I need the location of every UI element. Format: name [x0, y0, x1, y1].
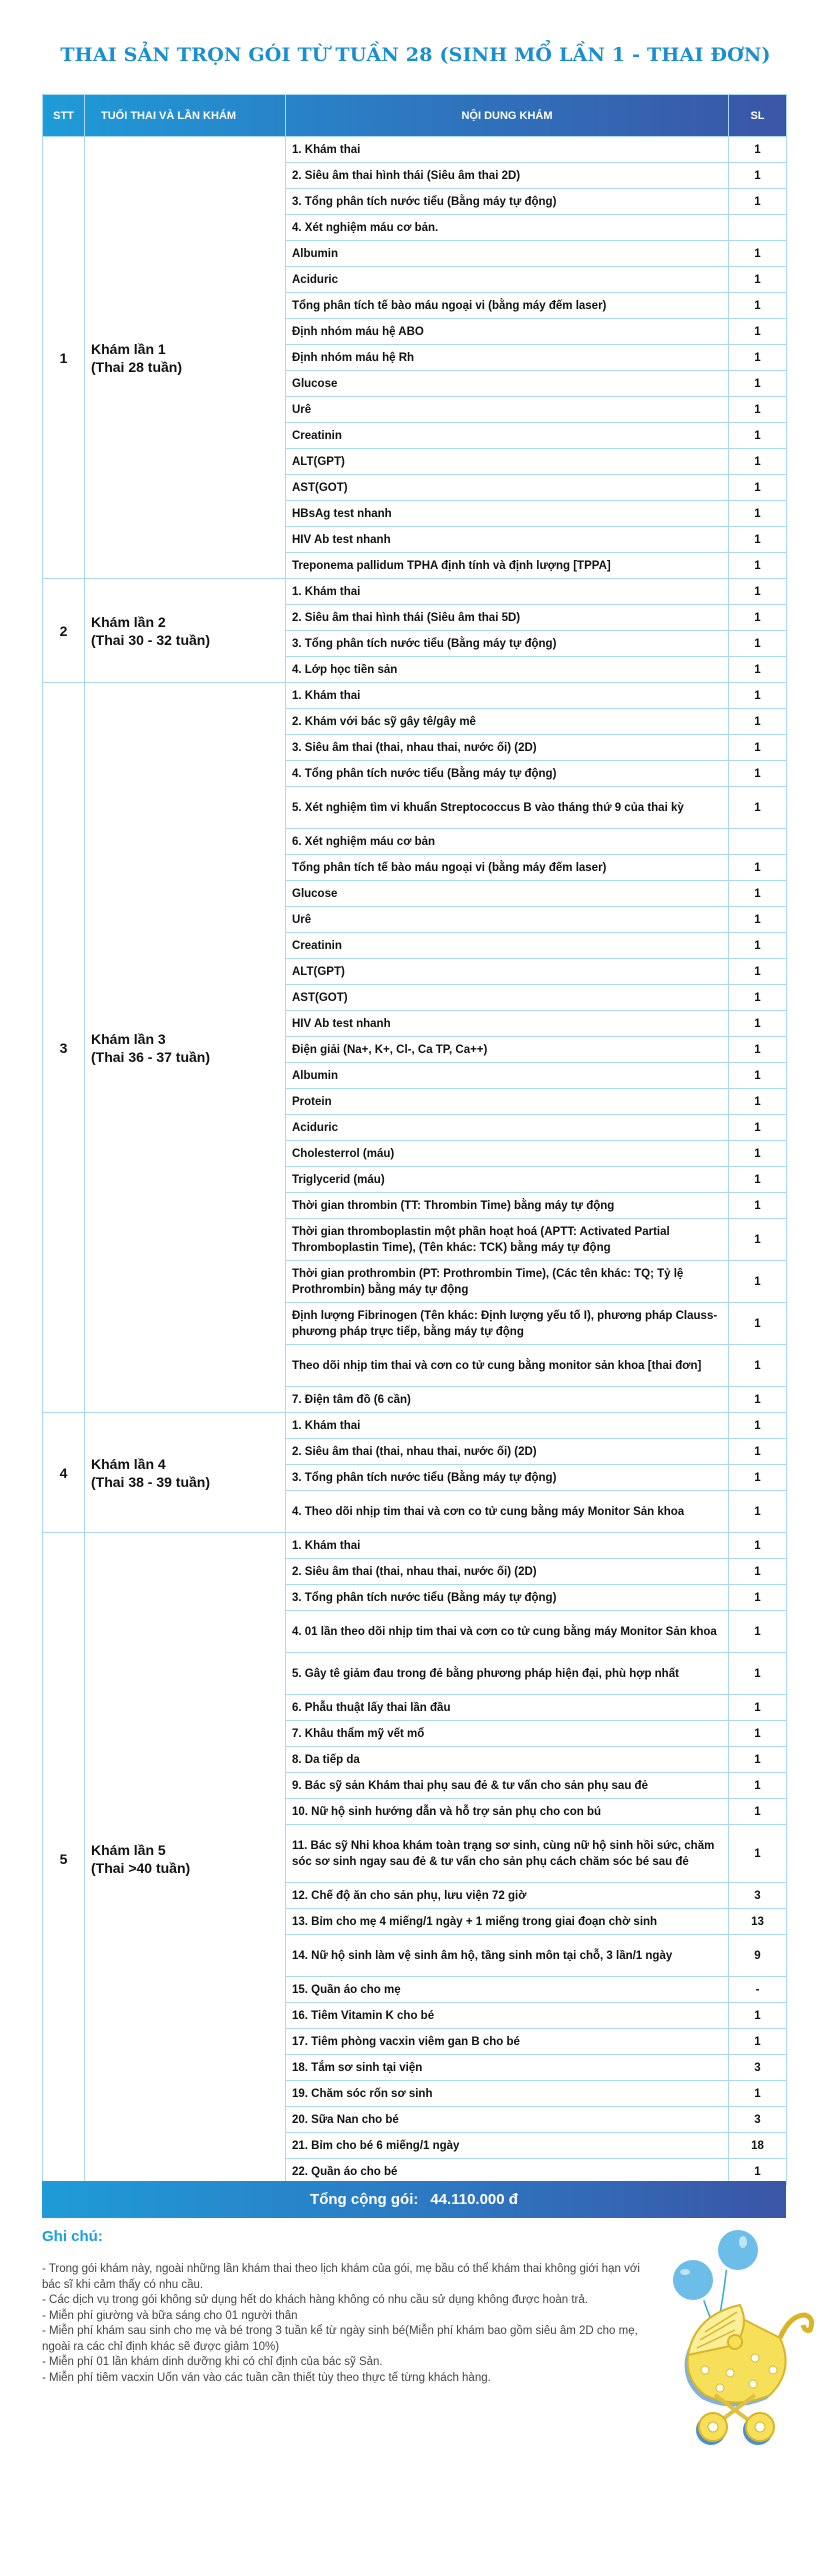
exam-quantity: 1 [729, 423, 787, 449]
exam-quantity: 1 [729, 1799, 787, 1825]
total-label: Tổng cộng gói: [310, 2191, 419, 2208]
exam-content: Albumin [286, 1063, 729, 1089]
exam-content: 7. Điện tâm đồ (6 cần) [286, 1387, 729, 1413]
exam-quantity: 1 [729, 1345, 787, 1387]
exam-quantity: 1 [729, 2029, 787, 2055]
exam-quantity: 1 [729, 1439, 787, 1465]
visit-number: 5 [43, 1533, 85, 2185]
exam-content: Theo dõi nhịp tim thai và cơn co tử cung bằng monitor sản khoa [thai đơn] [286, 1345, 729, 1387]
package-table [42, 94, 787, 2185]
exam-quantity: 1 [729, 1115, 787, 1141]
exam-content: Treponema pallidum TPHA định tính và định lượng [TPPA] [286, 553, 729, 579]
exam-content: 4. 01 lần theo dõi nhịp tim thai và cơn co tử cung bằng máy Monitor Sản khoa [286, 1611, 729, 1653]
exam-content: 21. Bỉm cho bé 6 miếng/1 ngày [286, 2133, 729, 2159]
exam-content: 6. Xét nghiệm máu cơ bản [286, 829, 729, 855]
exam-quantity: 1 [729, 657, 787, 683]
exam-quantity: 1 [729, 631, 787, 657]
visit-number: 4 [43, 1413, 85, 1533]
visit-label: Khám lần 1 [91, 340, 166, 357]
total-row [42, 2181, 786, 2218]
exam-quantity: 18 [729, 2133, 787, 2159]
exam-quantity: 1 [729, 1747, 787, 1773]
exam-quantity: 13 [729, 1909, 787, 1935]
table-body [43, 137, 787, 2185]
exam-content: Thời gian thromboplastin một phần hoạt hoá (APTT: Activated Partial Thromboplastin Time), (Tên khác: TCK) bằng máy tự động [286, 1219, 729, 1261]
exam-quantity: 1 [729, 553, 787, 579]
exam-quantity: 1 [729, 1303, 787, 1345]
visit-cell [85, 1413, 286, 1533]
exam-quantity: 1 [729, 1585, 787, 1611]
exam-quantity: 1 [729, 345, 787, 371]
exam-content: Thời gian prothrombin (PT: Prothrombin Time), (Các tên khác: TQ; Tỷ lệ Prothrombin) bằng máy tự động [286, 1261, 729, 1303]
exam-quantity: 1 [729, 605, 787, 631]
note-item: - Miễn phí khám sau sinh cho mẹ và bé trong 3 tuần kể từ ngày sinh bé(Miễn phí khám bao gồm siêu âm 2D cho mẹ, ngoài ra các chỉ định khác sẽ được giảm 10%) [42, 2325, 638, 2353]
note-item: - Các dịch vụ trong gói không sử dụng hết do khách hàng không có nhu cầu sử dụng không được hoàn trả. [42, 2294, 588, 2306]
exam-content: 2. Siêu âm thai (thai, nhau thai, nước ối) (2D) [286, 1559, 729, 1585]
exam-content: 2. Siêu âm thai hình thái (Siêu âm thai 5D) [286, 605, 729, 631]
exam-content: 17. Tiêm phòng vacxin viêm gan B cho bé [286, 2029, 729, 2055]
table-row [43, 683, 787, 709]
exam-content: ALT(GPT) [286, 959, 729, 985]
exam-quantity: 1 [729, 137, 787, 163]
exam-content: 10. Nữ hộ sinh hướng dẫn và hỗ trợ sản phụ cho con bú [286, 1799, 729, 1825]
exam-quantity: 1 [729, 709, 787, 735]
exam-quantity: 9 [729, 1935, 787, 1977]
table-row [43, 1533, 787, 1559]
exam-content: Urê [286, 907, 729, 933]
note-item: - Trong gói khám này, ngoài những lần khám thai theo lịch khám của gói, mẹ bầu có thể khám thai không giới hạn với bác sĩ khi cảm thấy có nhu cầu. [42, 2263, 640, 2291]
exam-content: HIV Ab test nhanh [286, 527, 729, 553]
exam-quantity: 1 [729, 1721, 787, 1747]
exam-quantity: 1 [729, 371, 787, 397]
exam-content: Triglycerid (máu) [286, 1167, 729, 1193]
exam-quantity: 1 [729, 501, 787, 527]
exam-quantity: 1 [729, 2081, 787, 2107]
exam-content: 2. Siêu âm thai hình thái (Siêu âm thai 2D) [286, 163, 729, 189]
visit-week: (Thai >40 tuần) [91, 1859, 191, 1876]
exam-quantity: 1 [729, 1491, 787, 1533]
total-value: 44.110.000 đ [430, 2191, 518, 2208]
exam-quantity: 1 [729, 1011, 787, 1037]
exam-content: 9. Bác sỹ sản Khám thai phụ sau đẻ & tư vấn cho sản phụ sau đẻ [286, 1773, 729, 1799]
notes-title: Ghi chú: [42, 2228, 103, 2245]
visit-label: Khám lần 2 [91, 613, 166, 630]
exam-quantity: 1 [729, 683, 787, 709]
visit-number: 3 [43, 683, 85, 1413]
exam-quantity: 1 [729, 855, 787, 881]
exam-quantity: 1 [729, 959, 787, 985]
exam-content: 13. Bỉm cho mẹ 4 miếng/1 ngày + 1 miếng trong giai đoạn chờ sinh [286, 1909, 729, 1935]
exam-content: 11. Bác sỹ Nhi khoa khám toàn trạng sơ sinh, cùng nữ hộ sinh hồi sức, chăm sóc sơ sinh ngay sau đẻ & tư vấn cho sản phụ cách chăm sóc bé sau đẻ [286, 1825, 729, 1883]
exam-content: Tổng phân tích tế bào máu ngoại vi (bằng máy đếm laser) [286, 293, 729, 319]
exam-quantity: 1 [729, 1219, 787, 1261]
exam-content: Creatinin [286, 933, 729, 959]
exam-quantity: 1 [729, 189, 787, 215]
visit-cell [85, 1533, 286, 2185]
exam-content: 15. Quần áo cho mẹ [286, 1977, 729, 2003]
exam-quantity: 1 [729, 881, 787, 907]
exam-quantity: 1 [729, 1559, 787, 1585]
exam-quantity: 1 [729, 1167, 787, 1193]
visit-week: (Thai 38 - 39 tuần) [91, 1473, 211, 1490]
visit-label: Khám lần 5 [91, 1841, 166, 1858]
exam-content: AST(GOT) [286, 985, 729, 1011]
exam-quantity: 1 [729, 787, 787, 829]
exam-content: 1. Khám thai [286, 683, 729, 709]
exam-content: 12. Chế độ ăn cho sản phụ, lưu viện 72 giờ [286, 1883, 729, 1909]
visit-week: (Thai 30 - 32 tuần) [91, 631, 211, 648]
exam-content: 18. Tắm sơ sinh tại viện [286, 2055, 729, 2081]
exam-quantity: 1 [729, 1089, 787, 1115]
table-header-row [43, 95, 787, 137]
exam-content: 4. Theo dõi nhịp tim thai và cơn co tử cung bằng máy Monitor Sản khoa [286, 1491, 729, 1533]
exam-quantity: 1 [729, 1653, 787, 1695]
exam-quantity: 1 [729, 1825, 787, 1883]
exam-quantity: - [729, 1977, 787, 2003]
exam-quantity: 1 [729, 293, 787, 319]
exam-content: 20. Sữa Nan cho bé [286, 2107, 729, 2133]
exam-content: 1. Khám thai [286, 1533, 729, 1559]
exam-quantity: 1 [729, 1533, 787, 1559]
exam-content: 3. Tổng phân tích nước tiểu (Bằng máy tự động) [286, 1465, 729, 1491]
exam-content: ALT(GPT) [286, 449, 729, 475]
visit-week: (Thai 36 - 37 tuần) [91, 1048, 211, 1065]
exam-content: 3. Tổng phân tích nước tiểu (Bằng máy tự động) [286, 189, 729, 215]
exam-content: Định lượng Fibrinogen (Tên khác: Định lượng yếu tố I), phương pháp Clauss- phương pháp trực tiếp, bằng máy tự động [286, 1303, 729, 1345]
exam-content: Điện giải (Na+, K+, Cl-, Ca TP, Ca++) [286, 1037, 729, 1063]
exam-quantity: 1 [729, 761, 787, 787]
exam-quantity: 3 [729, 1883, 787, 1909]
exam-content: Aciduric [286, 267, 729, 293]
exam-quantity: 1 [729, 2159, 787, 2185]
exam-content: Định nhóm máu hệ Rh [286, 345, 729, 371]
page-title: THAI SẢN TRỌN GÓI TỪ TUẦN 28 (SINH MỔ LẦN 1 - THAI ĐƠN) [60, 44, 771, 66]
exam-quantity: 1 [729, 1037, 787, 1063]
exam-quantity: 1 [729, 933, 787, 959]
exam-quantity: 1 [729, 527, 787, 553]
exam-quantity: 1 [729, 1193, 787, 1219]
exam-content: 22. Quần áo cho bé [286, 2159, 729, 2185]
exam-quantity: 1 [729, 579, 787, 605]
exam-quantity: 1 [729, 241, 787, 267]
exam-quantity: 1 [729, 449, 787, 475]
exam-quantity: 1 [729, 907, 787, 933]
exam-content: HBsAg test nhanh [286, 501, 729, 527]
notes-list [42, 2262, 642, 2386]
exam-content: 3. Siêu âm thai (thai, nhau thai, nước ối) (2D) [286, 735, 729, 761]
exam-quantity: 1 [729, 267, 787, 293]
table-row [43, 579, 787, 605]
visit-label: Khám lần 4 [91, 1455, 166, 1472]
visit-number: 2 [43, 579, 85, 683]
exam-content: Creatinin [286, 423, 729, 449]
header-stt: STT [43, 95, 85, 137]
exam-quantity: 1 [729, 2003, 787, 2029]
exam-quantity: 1 [729, 1465, 787, 1491]
exam-quantity: 1 [729, 475, 787, 501]
exam-content: 1. Khám thai [286, 1413, 729, 1439]
visit-number: 1 [43, 137, 85, 579]
exam-quantity: 3 [729, 2055, 787, 2081]
exam-content: AST(GOT) [286, 475, 729, 501]
visit-cell [85, 137, 286, 579]
visit-cell [85, 579, 286, 683]
exam-content: Tổng phân tích tế bào máu ngoại vi (bằng máy đếm laser) [286, 855, 729, 881]
exam-quantity: 1 [729, 1387, 787, 1413]
table-row [43, 137, 787, 163]
exam-content: 8. Da tiếp da [286, 1747, 729, 1773]
header-visit: TUỔI THAI VÀ LẦN KHÁM [85, 95, 286, 137]
exam-content: 1. Khám thai [286, 579, 729, 605]
exam-content: 1. Khám thai [286, 137, 729, 163]
visit-cell [85, 683, 286, 1413]
header-content: NỘI DUNG KHÁM [286, 95, 729, 137]
exam-quantity: 3 [729, 2107, 787, 2133]
visit-label: Khám lần 3 [91, 1030, 166, 1047]
exam-quantity: 1 [729, 319, 787, 345]
exam-content: 3. Tổng phân tích nước tiểu (Bằng máy tự động) [286, 631, 729, 657]
baby-carriage-with-balloons-icon [655, 2220, 830, 2450]
exam-quantity: 1 [729, 1413, 787, 1439]
exam-quantity: 1 [729, 397, 787, 423]
exam-quantity [729, 215, 787, 241]
exam-content: 16. Tiêm Vitamin K cho bé [286, 2003, 729, 2029]
note-item: - Miễn phí tiêm vacxin Uốn ván vào các tuần cần thiết tùy theo thực tế từng khách hàng. [42, 2371, 491, 2384]
exam-quantity: 1 [729, 1695, 787, 1721]
exam-content: Albumin [286, 241, 729, 267]
exam-content: HIV Ab test nhanh [286, 1011, 729, 1037]
exam-content: 19. Chăm sóc rốn sơ sinh [286, 2081, 729, 2107]
exam-content: 4. Tổng phân tích nước tiểu (Bằng máy tự động) [286, 761, 729, 787]
exam-quantity: 1 [729, 1063, 787, 1089]
exam-content: Cholesterrol (máu) [286, 1141, 729, 1167]
table-row [43, 1413, 787, 1439]
visit-week: (Thai 28 tuần) [91, 358, 183, 375]
exam-content: 4. Xét nghiệm máu cơ bản. [286, 215, 729, 241]
exam-content: 6. Phẫu thuật lấy thai lần đầu [286, 1695, 729, 1721]
exam-content: Thời gian thrombin (TT: Thrombin Time) bằng máy tự động [286, 1193, 729, 1219]
exam-quantity: 1 [729, 1141, 787, 1167]
exam-content: Định nhóm máu hệ ABO [286, 319, 729, 345]
exam-quantity: 1 [729, 163, 787, 189]
exam-content: 7. Khâu thẩm mỹ vết mổ [286, 1721, 729, 1747]
exam-quantity: 1 [729, 735, 787, 761]
exam-content: Aciduric [286, 1115, 729, 1141]
exam-quantity: 1 [729, 1261, 787, 1303]
exam-content: 5. Gây tê giảm đau trong đẻ bằng phương pháp hiện đại, phù hợp nhất [286, 1653, 729, 1695]
exam-content: Glucose [286, 881, 729, 907]
header-qty: SL [729, 95, 787, 137]
exam-quantity [729, 829, 787, 855]
exam-content: 14. Nữ hộ sinh làm vệ sinh âm hộ, tầng sinh môn tại chỗ, 3 lần/1 ngày [286, 1935, 729, 1977]
exam-quantity: 1 [729, 1773, 787, 1799]
exam-content: 5. Xét nghiệm tìm vi khuẩn Streptococcus B vào tháng thứ 9 của thai kỳ [286, 787, 729, 829]
exam-content: Protein [286, 1089, 729, 1115]
note-item: - Miễn phí 01 lần khám dinh dưỡng khi có chỉ định của bác sỹ Sản. [42, 2356, 383, 2368]
exam-content: 3. Tổng phân tích nước tiểu (Bằng máy tự động) [286, 1585, 729, 1611]
exam-content: Glucose [286, 371, 729, 397]
note-item: - Miễn phí giường và bữa sáng cho 01 người thân [42, 2309, 298, 2322]
exam-quantity: 1 [729, 985, 787, 1011]
exam-content: 2. Siêu âm thai (thai, nhau thai, nước ối) (2D) [286, 1439, 729, 1465]
exam-content: 2. Khám với bác sỹ gây tê/gây mê [286, 709, 729, 735]
exam-content: Urê [286, 397, 729, 423]
exam-content: 4. Lớp học tiền sản [286, 657, 729, 683]
exam-quantity: 1 [729, 1611, 787, 1653]
